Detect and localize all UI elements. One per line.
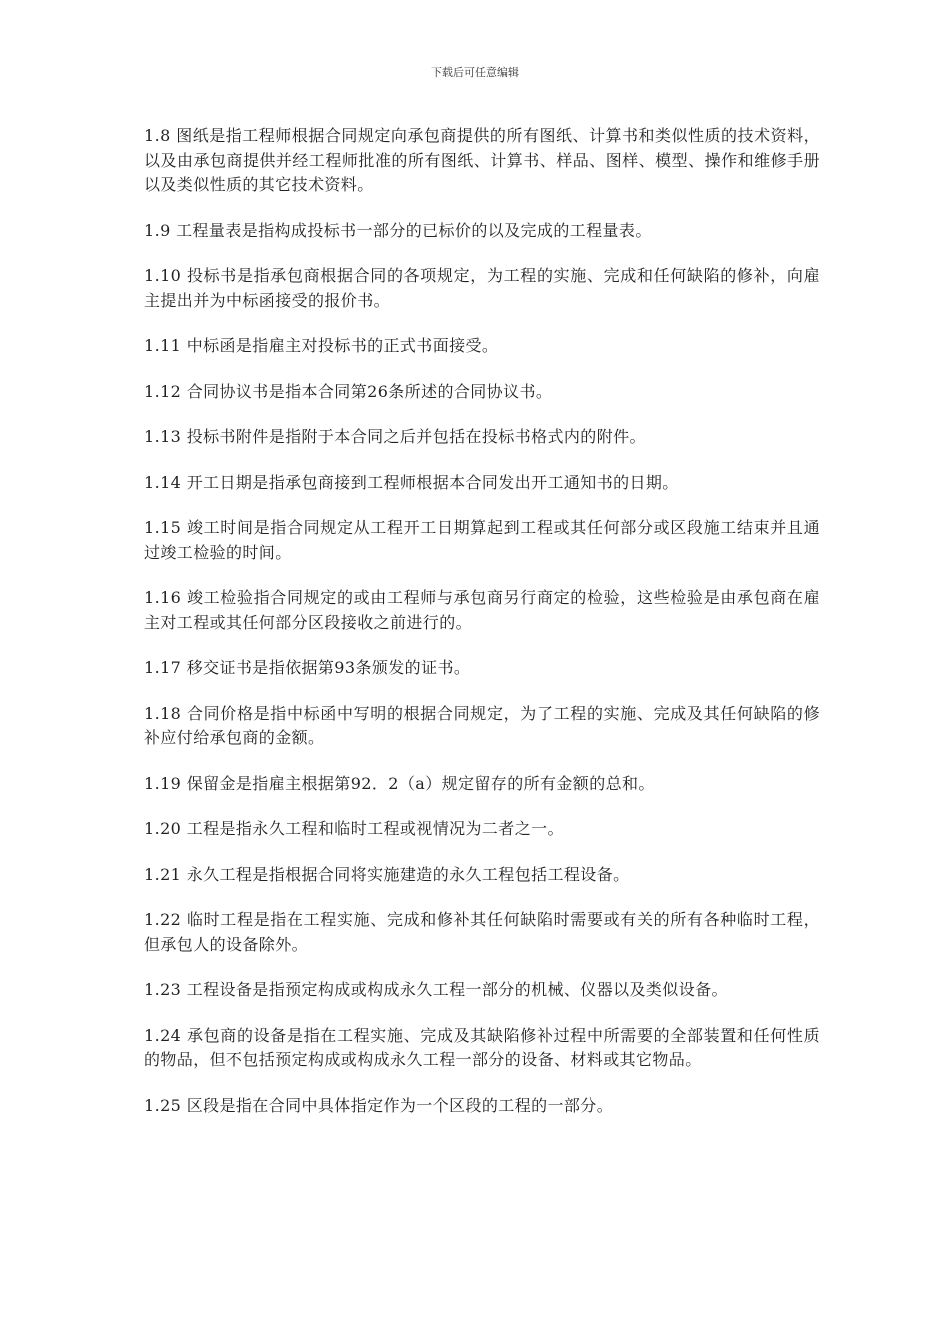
clause-1-15: 1.15 竣工时间是指合同规定从工程开工日期算起到工程或其任何部分或区段施工结束并且通过竣工检验的时间。 <box>144 518 820 562</box>
clause-1-21: 1.21 永久工程是指根据合同将实施建造的永久工程包括工程设备。 <box>144 864 630 884</box>
document-body <box>144 124 820 1139</box>
clause-1-20: 1.20 工程是指永久工程和临时工程或视情况为二者之一。 <box>144 819 564 838</box>
clause-1-8: 1.8 图纸是指工程师根据合同规定向承包商提供的所有图纸、计算书和类似性质的技术资料，以及由承包商提供并经工程师批准的所有图纸、计算书、样品、图样、模型、操作和维修手册以及类似性质的其它技术资料。 <box>144 126 820 194</box>
clause-1-18: 1.18 合同价格是指中标函中写明的根据合同规定，为了工程的实施、完成及其任何缺陷的修补应付给承包商的金额。 <box>144 703 820 747</box>
clause-1-16: 1.16 竣工检验指合同规定的或由工程师与承包商另行商定的检验，这些检验是由承包商在雇主对工程或其任何部分区段接收之前进行的。 <box>144 588 820 632</box>
clause-1-10: 1.10 投标书是指承包商根据合同的各项规定，为工程的实施、完成和任何缺陷的修补，向雇主提出并为中标函接受的报价书。 <box>144 266 820 310</box>
clause-1-17: 1.17 移交证书是指依据第93条颁发的证书。 <box>144 658 471 677</box>
page-header: 下载后可任意编辑 <box>431 66 519 79</box>
clause-1-25: 1.25 区段是指在合同中具体指定作为一个区段的工程的一部分。 <box>144 1095 614 1115</box>
clause-1-14: 1.14 开工日期是指承包商接到工程师根据本合同发出开工通知书的日期。 <box>144 472 679 492</box>
clause-1-11: 1.11 中标函是指雇主对投标书的正式书面接受。 <box>144 336 499 355</box>
clause-1-23: 1.23 工程设备是指预定构成或构成永久工程一部分的机械、仪器以及类似设备。 <box>144 980 728 999</box>
clause-1-24: 1.24 承包商的设备是指在工程实施、完成及其缺陷修补过程中所需要的全部装置和任何性质的物品，但不包括预定构成或构成永久工程一部分的设备、材料或其它物品。 <box>144 1025 820 1069</box>
clause-1-13: 1.13 投标书附件是指附于本合同之后并包括在投标书格式内的附件。 <box>144 427 646 446</box>
clause-1-22: 1.22 临时工程是指在工程实施、完成和修补其任何缺陷时需要或有关的所有各种临时工程，但承包人的设备除外。 <box>144 910 820 954</box>
clause-1-9: 1.9 工程量表是指构成投标书一部分的已标价的以及完成的工程量表。 <box>144 220 652 240</box>
clause-1-19: 1.19 保留金是指雇主根据第92．2（a）规定留存的所有金额的总和。 <box>144 773 655 793</box>
clause-1-12: 1.12 合同协议书是指本合同第26条所述的合同协议书。 <box>144 381 553 401</box>
